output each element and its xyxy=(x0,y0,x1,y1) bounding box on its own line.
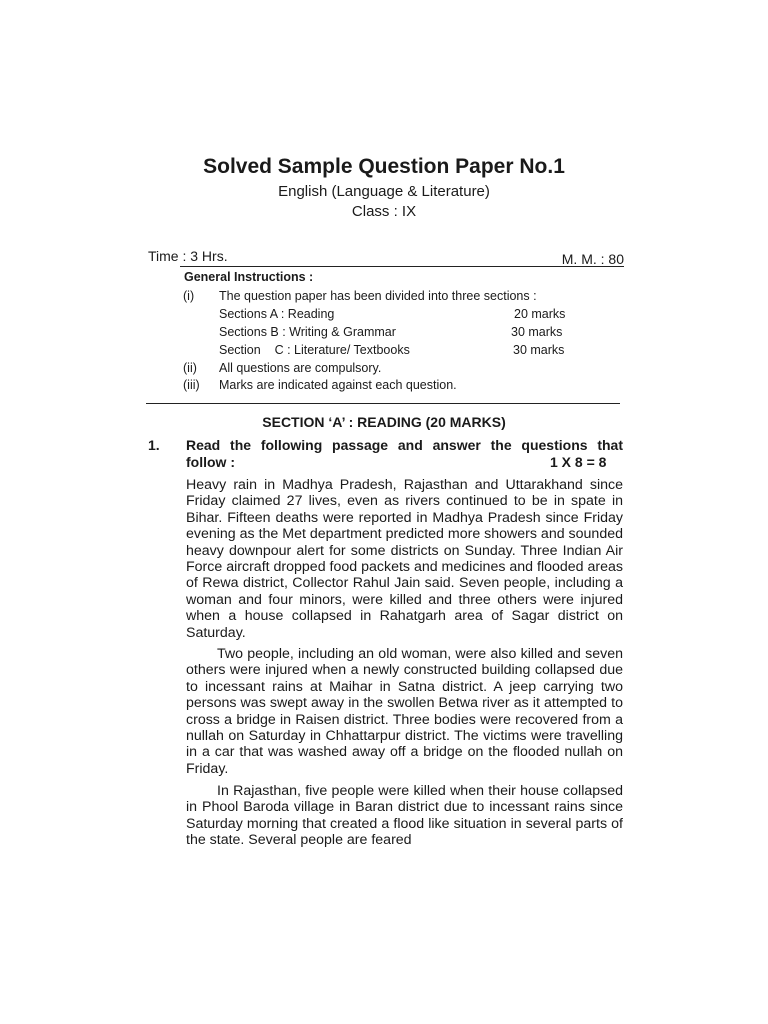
subject-subtitle: English (Language & Literature) xyxy=(278,183,490,200)
section-heading: SECTION ‘A’ : READING (20 MARKS) xyxy=(262,414,506,430)
instruction-text: Marks are indicated against each question. xyxy=(219,378,457,392)
instructions-divider xyxy=(146,403,620,404)
instruction-text: All questions are compulsory. xyxy=(219,361,382,375)
section-c-label: Section C : Literature/ Textbooks xyxy=(219,343,410,357)
section-b-label: Sections B : Writing & Grammar xyxy=(219,325,396,339)
instruction-number: (ii) xyxy=(183,361,197,375)
question-text: Read the following passage and answer the questions that xyxy=(186,437,623,453)
passage-paragraph: In Rajasthan, five people were killed when their house collapsed in Phool Baroda village in Baran district due to incessant rains since Saturday morning that created a flood like situation in several parts of the state. Several people are feared xyxy=(186,783,623,849)
question-marks: 1 X 8 = 8 xyxy=(550,453,607,470)
header-divider xyxy=(180,266,624,267)
question-text-continued: follow : xyxy=(186,453,235,470)
section-a-label: Sections A : Reading xyxy=(219,307,335,321)
section-a-marks: 20 marks xyxy=(514,307,566,321)
instruction-number: (i) xyxy=(183,289,195,303)
time-allowed: Time : 3 Hrs. xyxy=(148,248,228,264)
instruction-number: (iii) xyxy=(183,378,200,392)
passage-paragraph: Two people, including an old woman, were also killed and seven others were injured when a newly constructed building collapsed due to incessant rains at Maihar in Satna district. A jeep carrying two persons was swept away in the swollen Betwa river as it attempted to cross a bridge in Raisen district. Three bodies were recovered from a nullah on Saturday in Chhattarpur district. The victims were travelling in a car that was washed away off a bridge on the flooded nullah on Friday. xyxy=(186,646,623,777)
section-b-marks: 30 marks xyxy=(511,325,563,339)
instruction-text: The question paper has been divided into three sections : xyxy=(219,289,537,303)
passage-paragraph: Heavy rain in Madhya Pradesh, Rajasthan and Uttarakhand since Friday claimed 27 lives, even as rivers continued to be in spate in Bihar. Fifteen deaths were reported in Madhya Pradesh since Friday evening as the Met department predicted more showers and sounded heavy downpour alert for some districts on Sunday. Three Indian Air Force aircraft dropped food packets and medicines and flooded areas of Rewa district, Collector Rahul Jain said. Seven people, including a woman and four minors, were killed and three others were injured when a house collapsed in Rahatgarh area of Sagar district on Saturday. xyxy=(186,477,623,641)
section-c-marks: 30 marks xyxy=(513,343,565,357)
max-marks: M. M. : 80 xyxy=(561,251,624,267)
class-label: Class : IX xyxy=(351,203,417,220)
page-title: Solved Sample Question Paper No.1 xyxy=(203,155,565,178)
instructions-heading: General Instructions : xyxy=(184,270,314,284)
question-number: 1. xyxy=(148,437,160,453)
